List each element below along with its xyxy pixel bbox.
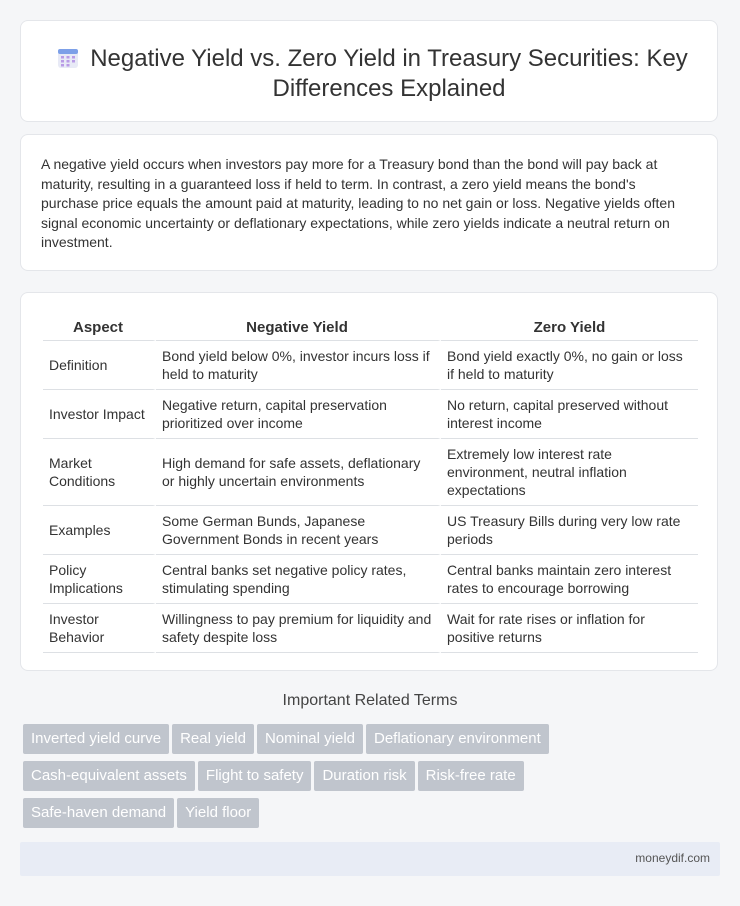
- related-terms-heading: Important Related Terms: [282, 692, 458, 709]
- negative-yield-cell: Bond yield below 0%, investor incurs loss if held to maturity: [156, 341, 441, 390]
- zero-yield-cell: Bond yield exactly 0%, no gain or loss if held to maturity: [441, 341, 698, 390]
- tag-nominal-yield[interactable]: Nominal yield: [257, 724, 363, 754]
- page-title: Negative Yield vs. Zero Yield in Treasury Securities: Key Differences Explained: [90, 45, 688, 102]
- table-row: [43, 604, 698, 653]
- zero-yield-cell: US Treasury Bills during very low rate periods: [441, 506, 698, 555]
- aspect-cell: Policy Implications: [43, 555, 156, 604]
- zero-yield-cell: Central banks maintain zero interest rates to encourage borrowing: [441, 555, 698, 604]
- aspect-cell: Market Conditions: [43, 439, 156, 506]
- title-card: [20, 20, 718, 122]
- comparison-card: [20, 292, 718, 671]
- aspect-cell: Definition: [43, 341, 156, 390]
- tag-flight-to-safety[interactable]: Flight to safety: [198, 761, 312, 791]
- footer-site[interactable]: moneydif.com: [635, 851, 710, 865]
- negative-yield-cell: Central banks set negative policy rates, stimulating spending: [156, 555, 441, 604]
- footer: [20, 842, 720, 876]
- zero-yield-cell: Extremely low interest rate environment, neutral inflation expectations: [441, 439, 698, 506]
- intro-card: [20, 134, 718, 271]
- tag-inverted-yield-curve[interactable]: Inverted yield curve: [23, 724, 169, 754]
- comparison-table: [43, 314, 698, 653]
- table-row: [43, 390, 698, 439]
- negative-yield-cell: Negative return, capital preservation prioritized over income: [156, 390, 441, 439]
- tag-yield-floor[interactable]: Yield floor: [177, 798, 259, 828]
- aspect-cell: Investor Behavior: [43, 604, 156, 653]
- negative-yield-cell: High demand for safe assets, deflationary or highly uncertain environments: [156, 439, 441, 506]
- related-terms-section: [20, 692, 720, 821]
- table-row: [43, 439, 698, 506]
- column-header-zero-yield: Zero Yield: [441, 314, 698, 341]
- aspect-cell: Investor Impact: [43, 390, 156, 439]
- negative-yield-cell: Willingness to pay premium for liquidity and safety despite loss: [156, 604, 441, 653]
- tag-cash-equivalent-assets[interactable]: Cash-equivalent assets: [23, 761, 195, 791]
- tag-deflationary-environment[interactable]: Deflationary environment: [366, 724, 549, 754]
- tag-real-yield[interactable]: Real yield: [172, 724, 254, 754]
- column-header-negative-yield: Negative Yield: [156, 314, 441, 341]
- tag-risk-free-rate[interactable]: Risk-free rate: [418, 761, 524, 791]
- tag-duration-risk[interactable]: Duration risk: [314, 761, 414, 791]
- related-terms-tags: [23, 724, 713, 835]
- table-row: [43, 341, 698, 390]
- intro-paragraph: A negative yield occurs when investors pay more for a Treasury bond than the bond will pay back at maturity, resulting in a guaranteed loss if held to term. In contrast, a zero yield means the bond's purchase price equals the amount paid at maturity, leading to no net gain or loss. Negative yields often signal economic uncertainty or deflationary expectations, while zero yields indicate a neutral return on investment.: [41, 156, 676, 251]
- table-row: [43, 506, 698, 555]
- tag-safe-haven-demand[interactable]: Safe-haven demand: [23, 798, 174, 828]
- calendar-icon: [57, 47, 79, 69]
- aspect-cell: Examples: [43, 506, 156, 555]
- negative-yield-cell: Some German Bunds, Japanese Government Bonds in recent years: [156, 506, 441, 555]
- table-header-row: [43, 314, 698, 341]
- zero-yield-cell: No return, capital preserved without interest income: [441, 390, 698, 439]
- table-row: [43, 555, 698, 604]
- column-header-aspect: Aspect: [43, 314, 156, 341]
- zero-yield-cell: Wait for rate rises or inflation for positive returns: [441, 604, 698, 653]
